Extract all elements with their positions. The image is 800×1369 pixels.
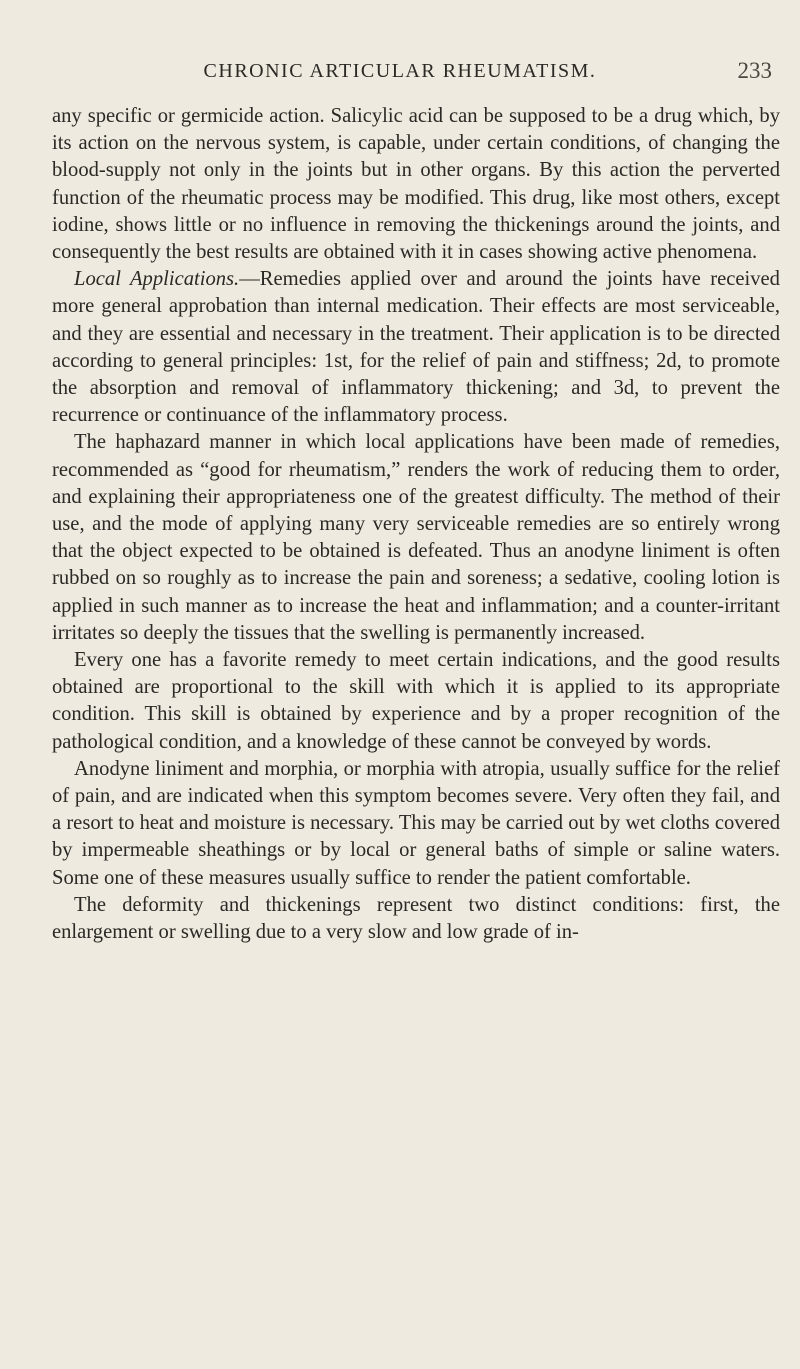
- paragraph: any specific or germicide action. Salicylic acid can be supposed to be a drug which, by its action on the nervous system, is capable, under certain conditions, of changing the blood-supply not only in the joints but in other organs. By this action the perverted function of the rheumatic process may be modified. This drug, like most others, except iodine, shows little or no influence in removing the thickenings around the joints, and consequently the best results are obtained with it in cases showing active phenomena.: [52, 105, 780, 264]
- body-text: [52, 103, 780, 946]
- paragraph: The haphazard manner in which local applications have been made of remedies, recommended as “good for rheumatism,” renders the work of reducing them to order, and explaining their appropriateness one of the greatest difficulty. The method of their use, and the mode of applying many very serviceable remedies are so entirely wrong that the object expected to be obtained is defeated. Thus an anodyne liniment is often rubbed on so roughly as to increase the pain and soreness; a sedative, cooling lotion is applied in such manner as to increase the heat and inflammation; and a counter-irritant irritates so deeply the tissues that the swelling is permanently increased.: [52, 431, 780, 644]
- paragraph-text: —Remedies applied over and around the joints have received more general approbation than internal medication. Their effects are most serviceable, and they are essential and necessary in the treatment. Their application is to be directed according to general principles: 1st, for the relief of pain and stiffness; 2d, to promote the absorption and removal of inflammatory thickening; and 3d, to prevent the recurrence or continuance of the inflammatory process.: [52, 268, 780, 427]
- page-header: [0, 60, 800, 90]
- page-number: 233: [737, 58, 772, 83]
- running-title: CHRONIC ARTICULAR RHEUMATISM.: [203, 60, 597, 82]
- section-heading: Local Applications.: [74, 268, 240, 291]
- paragraph: Every one has a favorite remedy to meet certain indications, and the good results obtained are proportional to the skill with which it is applied to its appropriate condition. This skill is obtained by experience and by a proper recognition of the pathological condition, and a knowledge of these cannot be conveyed by words.: [52, 649, 780, 753]
- paragraph: Anodyne liniment and morphia, or morphia with atropia, usually suffice for the relief of pain, and are indicated when this symptom becomes severe. Very often they fail, and a resort to heat and moisture is necessary. This may be carried out by wet cloths covered by impermeable sheathings or by local or general baths of simple or saline waters. Some one of these measures usually suffice to render the patient comfortable.: [52, 757, 780, 889]
- paragraph-local-applications: [52, 266, 780, 429]
- paragraph: The deformity and thickenings represent two distinct conditions: first, the enlargement or swelling due to a very slow and low grade of in-: [52, 893, 780, 944]
